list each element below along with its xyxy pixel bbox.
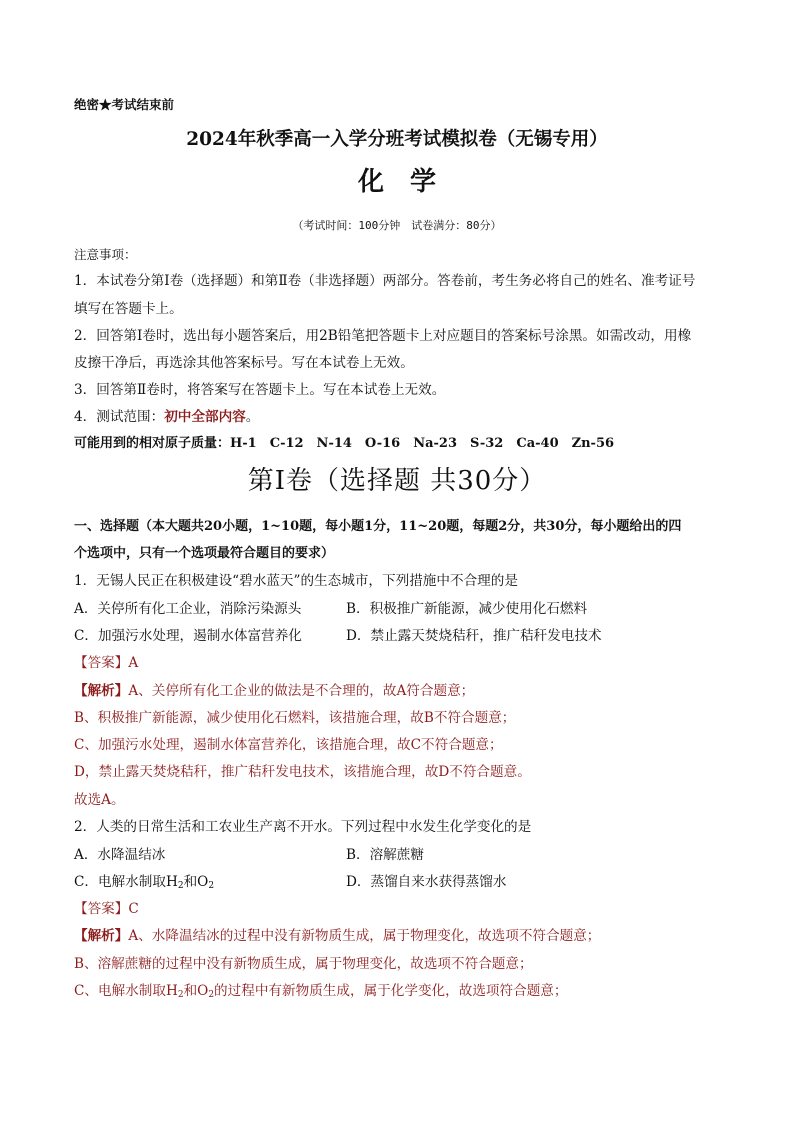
note-4-suffix: 。 bbox=[245, 409, 260, 425]
q1-conclusion: 故选A。 bbox=[74, 792, 125, 808]
q1-analysis-1 bbox=[74, 682, 474, 700]
note-4 bbox=[74, 408, 259, 426]
q2-analysis-3-prefix: C、电解水制取H bbox=[74, 983, 178, 999]
exam-title: 2024年秋季高一入学分班考试模拟卷（无锡专用） bbox=[186, 129, 608, 150]
q2-option-a: A．水降温结冰 bbox=[74, 847, 166, 863]
q2-option-d: D．蒸馏自来水获得蒸馏水 bbox=[346, 874, 507, 890]
q2-analysis-1 bbox=[74, 927, 600, 945]
q2-option-c-sub-1: 2 bbox=[177, 881, 184, 891]
note-1-line-2: 填写在答题卡上。 bbox=[74, 301, 183, 317]
q2-answer: 【答案】C bbox=[74, 901, 139, 917]
test-scope: 初中全部内容 bbox=[164, 409, 246, 425]
q2-analysis-label: 【解析】 bbox=[74, 928, 129, 944]
q2-analysis-3 bbox=[74, 982, 567, 1000]
q2-analysis-2: B、溶解蔗糖的过程中没有新物质生成，属于物理变化，故选项不符合题意； bbox=[74, 956, 533, 972]
section-heading: 第Ⅰ卷（选择题 共30分） bbox=[247, 466, 547, 496]
q1-analysis-1-text: A、关停所有化工企业的做法是不合理的，故A符合题意； bbox=[128, 683, 475, 699]
note-2-line-2: 皮擦干净后，再选涂其他答案标号。写在本试卷上无效。 bbox=[74, 355, 414, 371]
section-instructions-line-2: 个选项中，只有一个选项最符合题目的要求） bbox=[74, 546, 335, 561]
confidential-label: 绝密★考试结束前 bbox=[74, 97, 175, 112]
q1-analysis-3: C、加强污水处理，遏制水体富营养化，该措施合理，故C不符合题意； bbox=[74, 737, 503, 753]
q1-option-a: A．关停所有化工企业，消除污染源头 bbox=[74, 601, 302, 617]
subject-title: 化学 bbox=[357, 167, 462, 197]
q1-option-d: D．禁止露天焚烧秸秆，推广秸秆发电技术 bbox=[346, 628, 602, 644]
q2-analysis-3-mid: 和O bbox=[183, 983, 209, 999]
atomic-masses: 可能用到的相对原子质量：H-1 C-12 N-14 O-16 Na-23 S-32 Ca-40 Zn-56 bbox=[74, 436, 615, 451]
q1-answer: 【答案】A bbox=[74, 655, 139, 671]
note-2-line-1: 2．回答第Ⅰ卷时，选出每小题答案后，用2B铅笔把答题卡上对应题目的答案标号涂黑。如需改动，用橡 bbox=[74, 328, 692, 344]
q1-analysis-label: 【解析】 bbox=[74, 683, 129, 699]
q2-option-c-mid: 和O bbox=[183, 874, 209, 890]
q1-option-b: B．积极推广新能源，减少使用化石燃料 bbox=[346, 601, 588, 617]
q2-analysis-1-text: A、水降温结冰的过程中没有新物质生成，属于物理变化，故选项不符合题意； bbox=[128, 928, 601, 944]
q1-analysis-4: D，禁止露天焚烧秸秆，推广秸秆发电技术，该措施合理，故D不符合题意。 bbox=[74, 764, 531, 780]
q2-option-c bbox=[74, 873, 214, 891]
q1-stem: 1．无锡人民正在积极建设“碧水蓝天”的生态城市，下列措施中不合理的是 bbox=[74, 573, 518, 589]
q1-option-c: C．加强污水处理，遏制水体富营养化 bbox=[74, 628, 302, 644]
q2-option-c-sub-2: 2 bbox=[208, 881, 215, 891]
exam-info: （考试时间：100分钟 试卷满分：80分） bbox=[292, 219, 502, 232]
note-4-prefix: 4．测试范围： bbox=[74, 409, 165, 425]
q2-analysis-3-sub-1: 2 bbox=[177, 990, 184, 1000]
note-1-line-1: 1．本试卷分第Ⅰ卷（选择题）和第Ⅱ卷（非选择题）两部分。答卷前，考生务必将自己的姓名、准考证号 bbox=[74, 273, 696, 289]
q2-stem: 2．人类的日常生活和工农业生产离不开水。下列过程中水发生化学变化的是 bbox=[74, 819, 532, 835]
q2-analysis-3-sub-2: 2 bbox=[208, 990, 215, 1000]
note-3: 3．回答第Ⅱ卷时，将答案写在答题卡上。写在本试卷上无效。 bbox=[74, 382, 446, 398]
q2-option-b: B．溶解蔗糖 bbox=[346, 847, 424, 863]
q2-analysis-3-suffix: 的过程中有新物质生成，属于化学变化，故选项符合题意； bbox=[214, 983, 568, 999]
q1-analysis-2: B、积极推广新能源，减少使用化石燃料，该措施合理，故B不符合题意； bbox=[74, 710, 516, 726]
notes-heading: 注意事项： bbox=[74, 247, 137, 262]
section-instructions-line-1: 一、选择题（本大题共20小题，1~10题，每小题1分，11~20题，每题2分，共30分，每小题给出的四 bbox=[74, 519, 682, 534]
q2-option-c-prefix: C．电解水制取H bbox=[74, 874, 178, 890]
